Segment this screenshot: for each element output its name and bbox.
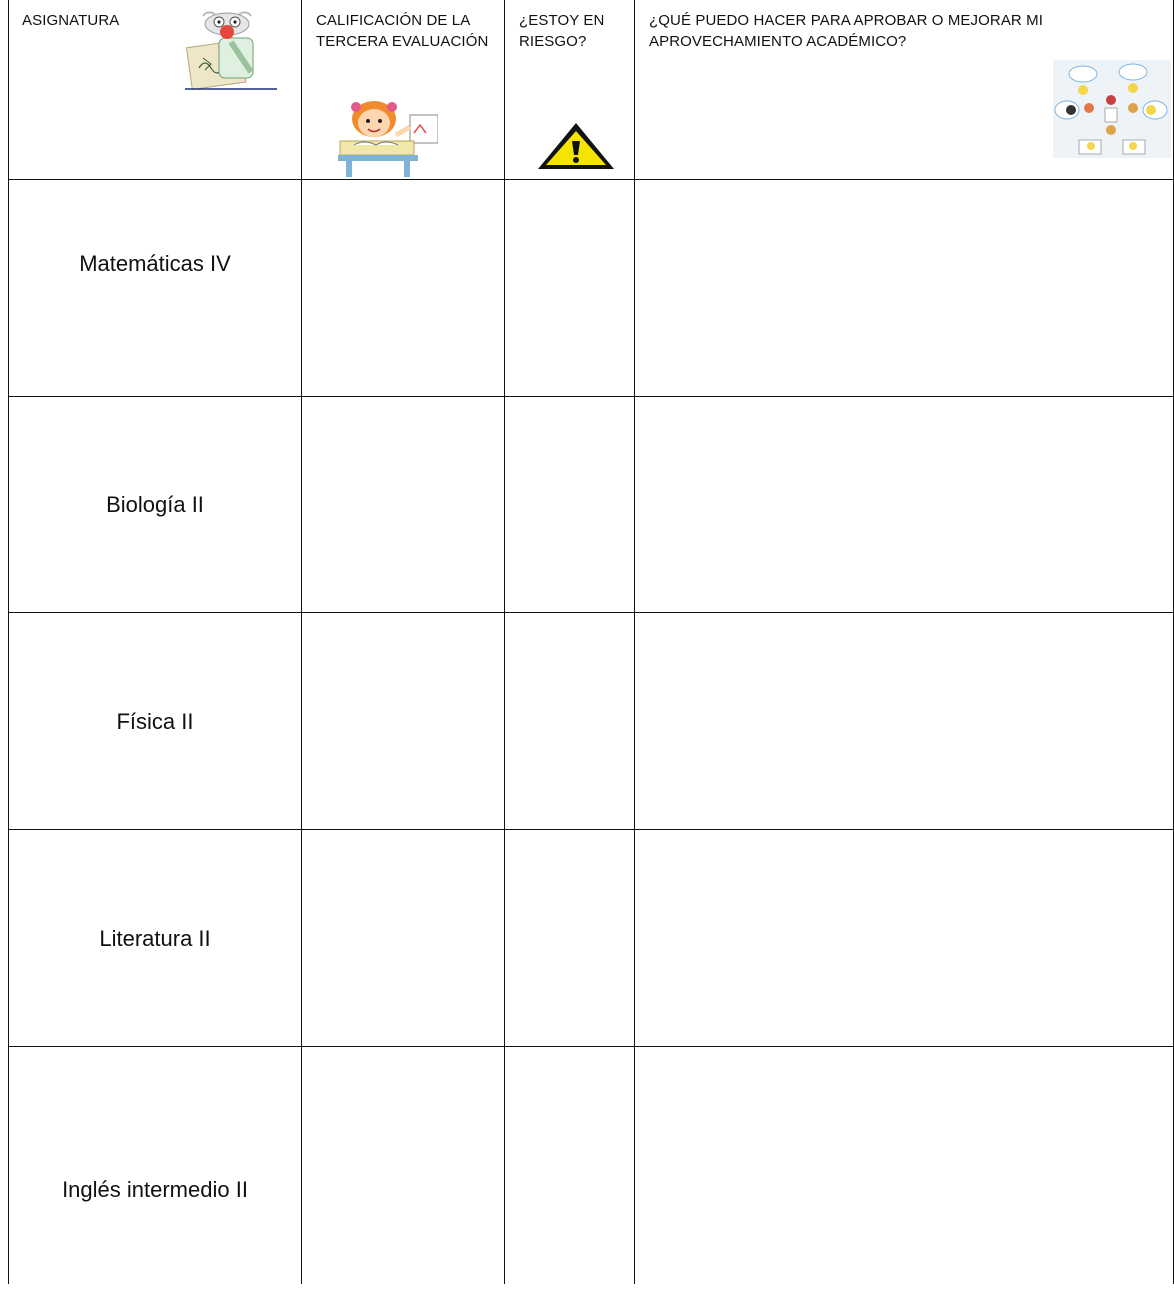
grade-cell[interactable] bbox=[302, 180, 504, 396]
subject-cell: Matemáticas IV bbox=[79, 251, 231, 276]
risk-cell[interactable] bbox=[505, 613, 634, 829]
risk-cell[interactable] bbox=[505, 1047, 634, 1284]
subject-cell: Literatura II bbox=[99, 926, 211, 951]
grade-cell[interactable] bbox=[302, 613, 504, 829]
header-grade bbox=[316, 10, 491, 52]
grade-cell[interactable] bbox=[302, 397, 504, 612]
girl-at-desk-illustration bbox=[334, 97, 438, 179]
action-cell[interactable] bbox=[635, 397, 1173, 612]
subject-cell: Biología II bbox=[106, 492, 204, 517]
grade-cell[interactable] bbox=[302, 830, 504, 1046]
header-action-label: ¿QUÉ PUEDO HACER PARA APROBAR O MEJORAR MI APROVECHAMIENTO ACADÉMICO? bbox=[649, 12, 1043, 50]
scientist-illustration bbox=[185, 8, 277, 90]
table-border-left bbox=[8, 0, 9, 1284]
header-subject bbox=[22, 10, 172, 31]
action-cell[interactable] bbox=[635, 830, 1173, 1046]
risk-cell[interactable] bbox=[505, 397, 634, 612]
warning-icon bbox=[536, 121, 616, 171]
action-cell[interactable] bbox=[635, 180, 1173, 396]
header-grade-label: CALIFICACIÓN DE LA TERCERA EVALUACIÓN bbox=[316, 12, 489, 50]
header-risk-label: ¿ESTOY EN RIESGO? bbox=[519, 12, 605, 50]
grade-cell[interactable] bbox=[302, 1047, 504, 1284]
header-subject-label: ASIGNATURA bbox=[22, 12, 120, 29]
action-cell[interactable] bbox=[635, 1047, 1173, 1284]
subject-cell: Inglés intermedio II bbox=[62, 1177, 248, 1202]
risk-cell[interactable] bbox=[505, 830, 634, 1046]
header-action bbox=[649, 10, 1119, 52]
risk-cell[interactable] bbox=[505, 180, 634, 396]
subject-cell: Física II bbox=[116, 709, 194, 734]
header-risk bbox=[519, 10, 629, 52]
mind-map-illustration bbox=[1053, 60, 1171, 158]
action-cell[interactable] bbox=[635, 613, 1173, 829]
